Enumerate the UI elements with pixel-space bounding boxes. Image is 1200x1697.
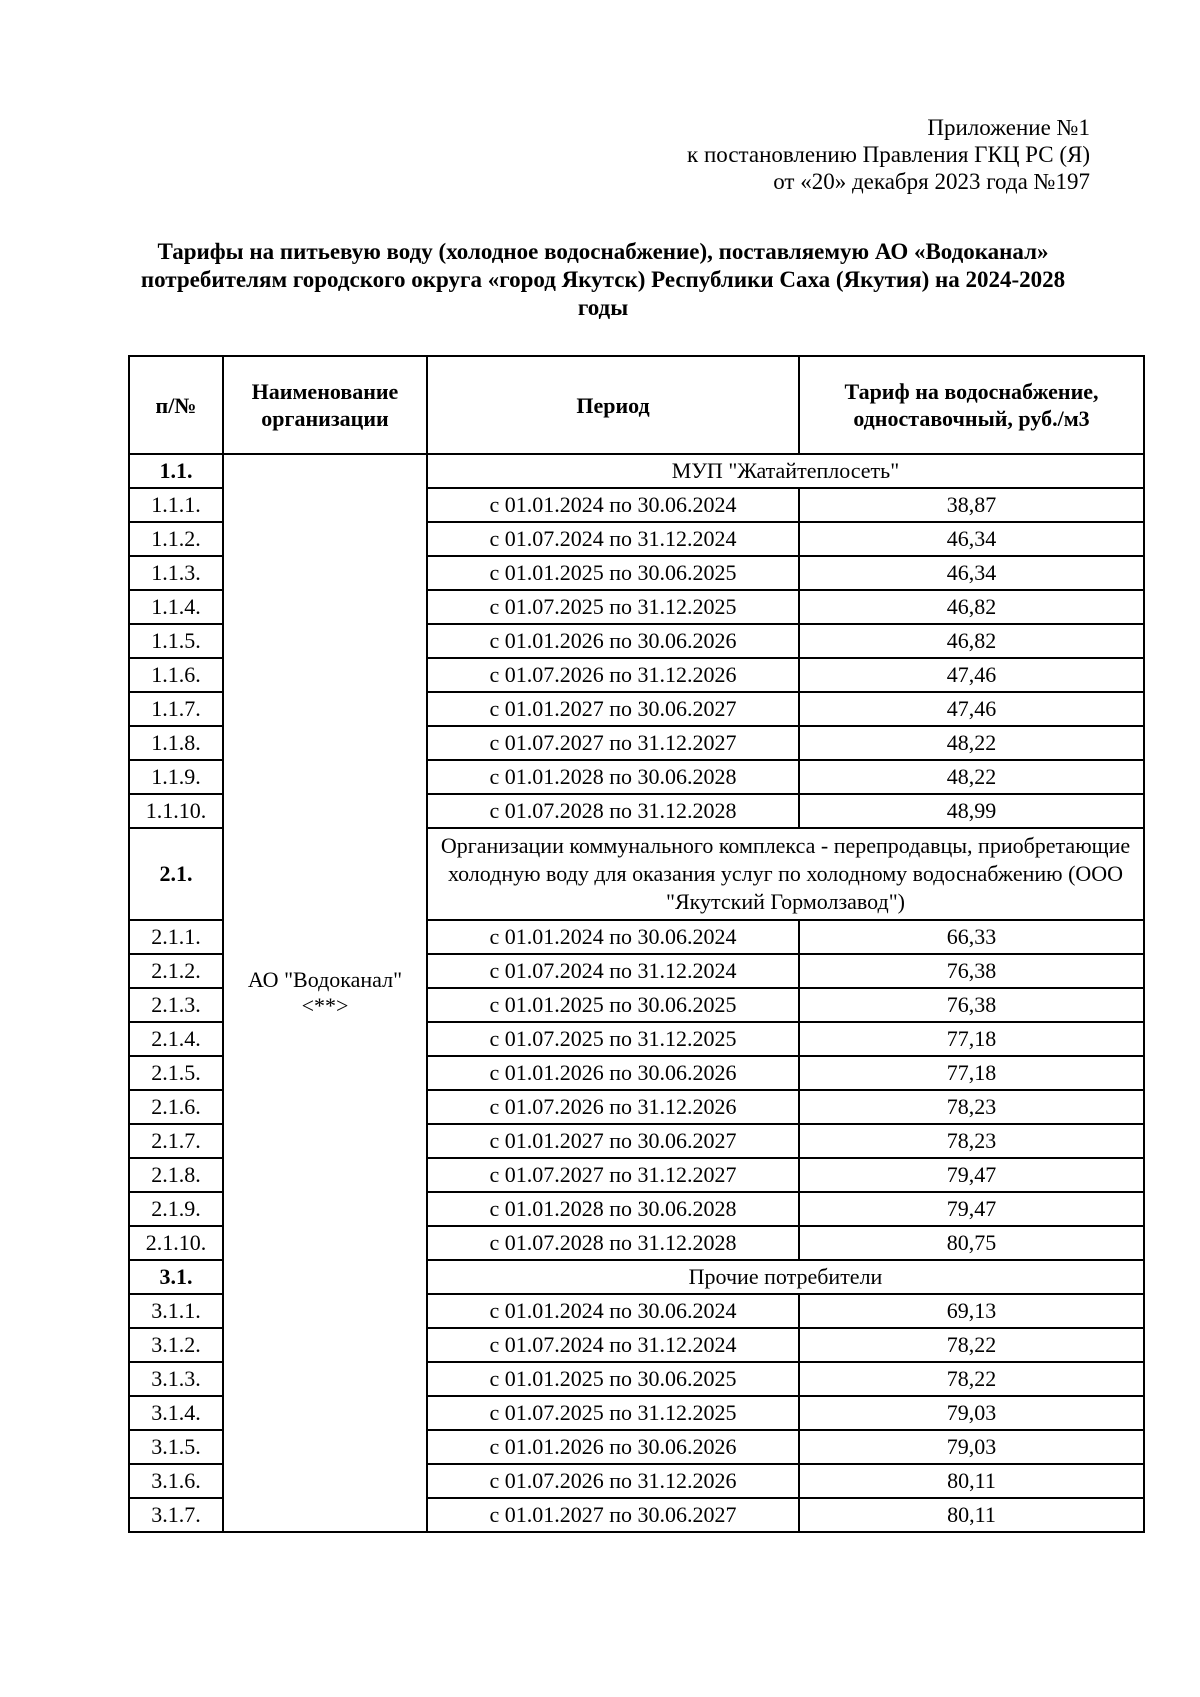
row-period: с 01.07.2026 по 31.12.2026 bbox=[427, 658, 799, 692]
row-tariff: 77,18 bbox=[799, 1022, 1144, 1056]
header-organization: Наименование организации bbox=[223, 356, 427, 454]
row-period: с 01.07.2025 по 31.12.2025 bbox=[427, 1022, 799, 1056]
row-tariff: 46,82 bbox=[799, 590, 1144, 624]
row-tariff: 38,87 bbox=[799, 488, 1144, 522]
row-period: с 01.07.2028 по 31.12.2028 bbox=[427, 794, 799, 828]
row-period: с 01.07.2026 по 31.12.2026 bbox=[427, 1464, 799, 1498]
row-period: с 01.07.2024 по 31.12.2024 bbox=[427, 954, 799, 988]
row-number: 1.1.8. bbox=[129, 726, 223, 760]
row-number: 3.1.3. bbox=[129, 1362, 223, 1396]
row-tariff: 46,34 bbox=[799, 522, 1144, 556]
row-tariff: 48,22 bbox=[799, 760, 1144, 794]
row-period: с 01.07.2028 по 31.12.2028 bbox=[427, 1226, 799, 1260]
row-period: с 01.01.2026 по 30.06.2026 bbox=[427, 1056, 799, 1090]
row-number: 1.1.7. bbox=[129, 692, 223, 726]
row-period: с 01.01.2028 по 30.06.2028 bbox=[427, 1192, 799, 1226]
row-number: 3.1.5. bbox=[129, 1430, 223, 1464]
row-number: 2.1.1. bbox=[129, 920, 223, 954]
row-tariff: 76,38 bbox=[799, 988, 1144, 1022]
section-title: Прочие потребители bbox=[427, 1260, 1144, 1294]
row-period: с 01.01.2025 по 30.06.2025 bbox=[427, 988, 799, 1022]
row-tariff: 76,38 bbox=[799, 954, 1144, 988]
section-row bbox=[129, 454, 1144, 488]
section-number: 2.1. bbox=[129, 828, 223, 920]
row-number: 2.1.9. bbox=[129, 1192, 223, 1226]
row-number: 2.1.4. bbox=[129, 1022, 223, 1056]
row-period: с 01.01.2027 по 30.06.2027 bbox=[427, 1124, 799, 1158]
organization-cell: АО "Водоканал" <**> bbox=[223, 454, 427, 1532]
row-tariff: 48,22 bbox=[799, 726, 1144, 760]
row-period: с 01.07.2024 по 31.12.2024 bbox=[427, 1328, 799, 1362]
row-tariff: 79,03 bbox=[799, 1430, 1144, 1464]
row-tariff: 79,47 bbox=[799, 1158, 1144, 1192]
appendix-line-2: к постановлению Правления ГКЦ РС (Я) bbox=[687, 142, 1090, 167]
row-number: 2.1.6. bbox=[129, 1090, 223, 1124]
row-period: с 01.01.2027 по 30.06.2027 bbox=[427, 692, 799, 726]
row-tariff: 46,34 bbox=[799, 556, 1144, 590]
row-tariff: 47,46 bbox=[799, 692, 1144, 726]
row-period: с 01.01.2025 по 30.06.2025 bbox=[427, 556, 799, 590]
row-period: с 01.01.2025 по 30.06.2025 bbox=[427, 1362, 799, 1396]
row-number: 1.1.1. bbox=[129, 488, 223, 522]
tariff-table bbox=[128, 355, 1145, 1533]
row-number: 2.1.8. bbox=[129, 1158, 223, 1192]
row-tariff: 79,47 bbox=[799, 1192, 1144, 1226]
row-number: 2.1.10. bbox=[129, 1226, 223, 1260]
appendix-line-1: Приложение №1 bbox=[927, 115, 1090, 140]
appendix-header bbox=[687, 114, 1090, 195]
section-number: 3.1. bbox=[129, 1260, 223, 1294]
row-period: с 01.07.2024 по 31.12.2024 bbox=[427, 522, 799, 556]
row-number: 1.1.3. bbox=[129, 556, 223, 590]
row-tariff: 78,22 bbox=[799, 1328, 1144, 1362]
row-number: 1.1.9. bbox=[129, 760, 223, 794]
row-period: с 01.07.2025 по 31.12.2025 bbox=[427, 590, 799, 624]
row-tariff: 79,03 bbox=[799, 1396, 1144, 1430]
row-tariff: 80,11 bbox=[799, 1498, 1144, 1532]
row-period: с 01.07.2025 по 31.12.2025 bbox=[427, 1396, 799, 1430]
row-period: с 01.01.2028 по 30.06.2028 bbox=[427, 760, 799, 794]
row-period: с 01.01.2024 по 30.06.2024 bbox=[427, 1294, 799, 1328]
row-tariff: 77,18 bbox=[799, 1056, 1144, 1090]
header-period: Период bbox=[427, 356, 799, 454]
row-tariff: 69,13 bbox=[799, 1294, 1144, 1328]
row-number: 1.1.4. bbox=[129, 590, 223, 624]
row-tariff: 78,22 bbox=[799, 1362, 1144, 1396]
row-number: 3.1.7. bbox=[129, 1498, 223, 1532]
row-number: 1.1.2. bbox=[129, 522, 223, 556]
appendix-line-3: от «20» декабря 2023 года №197 bbox=[773, 169, 1090, 194]
row-number: 1.1.5. bbox=[129, 624, 223, 658]
row-tariff: 78,23 bbox=[799, 1124, 1144, 1158]
row-tariff: 48,99 bbox=[799, 794, 1144, 828]
row-number: 2.1.3. bbox=[129, 988, 223, 1022]
row-number: 3.1.6. bbox=[129, 1464, 223, 1498]
row-number: 1.1.10. bbox=[129, 794, 223, 828]
row-tariff: 80,75 bbox=[799, 1226, 1144, 1260]
section-title: Организации коммунального комплекса - перепродавцы, приобретающие холодную воду для оказания услуг по холодному водоснабжению (ООО "Якутский Гормолзавод") bbox=[427, 828, 1144, 920]
row-tariff: 66,33 bbox=[799, 920, 1144, 954]
row-number: 3.1.4. bbox=[129, 1396, 223, 1430]
row-period: с 01.01.2024 по 30.06.2024 bbox=[427, 488, 799, 522]
row-period: с 01.07.2027 по 31.12.2027 bbox=[427, 726, 799, 760]
row-period: с 01.01.2026 по 30.06.2026 bbox=[427, 1430, 799, 1464]
header-tariff: Тариф на водоснабжение, одноставочный, руб./м3 bbox=[799, 356, 1144, 454]
row-tariff: 80,11 bbox=[799, 1464, 1144, 1498]
row-number: 2.1.2. bbox=[129, 954, 223, 988]
row-number: 3.1.1. bbox=[129, 1294, 223, 1328]
section-title: МУП "Жатайтеплосеть" bbox=[427, 454, 1144, 488]
header-number: п/№ bbox=[129, 356, 223, 454]
section-number: 1.1. bbox=[129, 454, 223, 488]
table-header-row bbox=[129, 356, 1144, 454]
row-period: с 01.01.2027 по 30.06.2027 bbox=[427, 1498, 799, 1532]
row-period: с 01.07.2027 по 31.12.2027 bbox=[427, 1158, 799, 1192]
row-tariff: 47,46 bbox=[799, 658, 1144, 692]
row-number: 2.1.7. bbox=[129, 1124, 223, 1158]
row-period: с 01.01.2026 по 30.06.2026 bbox=[427, 624, 799, 658]
row-number: 3.1.2. bbox=[129, 1328, 223, 1362]
row-period: с 01.07.2026 по 31.12.2026 bbox=[427, 1090, 799, 1124]
row-period: с 01.01.2024 по 30.06.2024 bbox=[427, 920, 799, 954]
row-tariff: 78,23 bbox=[799, 1090, 1144, 1124]
document-title: Тарифы на питьевую воду (холодное водоснабжение), поставляемую АО «Водоканал» потребителям городского округа «город Якутск) Республики Саха (Якутия) на 2024-2028 годы bbox=[140, 239, 1066, 320]
row-tariff: 46,82 bbox=[799, 624, 1144, 658]
row-number: 2.1.5. bbox=[129, 1056, 223, 1090]
row-number: 1.1.6. bbox=[129, 658, 223, 692]
